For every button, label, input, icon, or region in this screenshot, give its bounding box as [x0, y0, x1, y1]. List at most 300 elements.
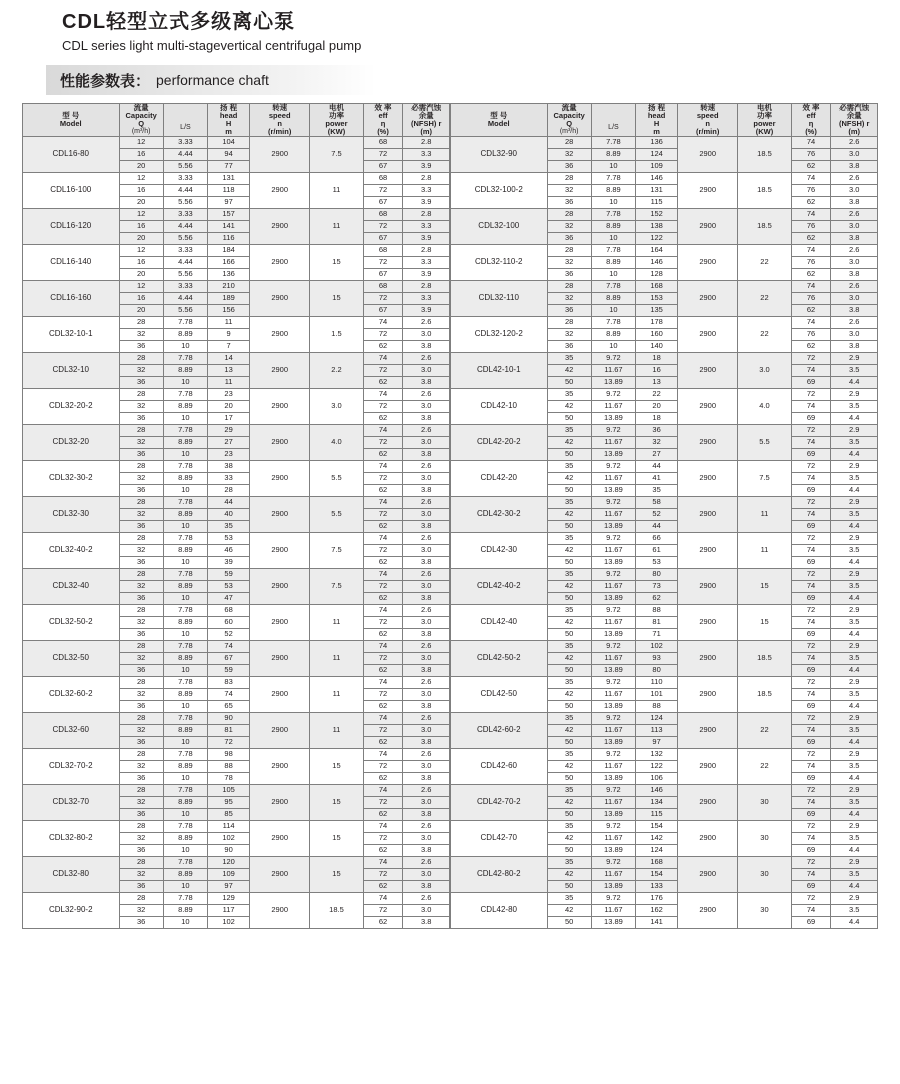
cell-head: 97 [208, 880, 250, 892]
cell-npsh: 2.9 [831, 712, 878, 724]
cell-head: 102 [636, 640, 678, 652]
table-body-right [451, 136, 878, 928]
cell-speed: 2900 [250, 820, 310, 856]
cell-efficiency: 69 [791, 844, 831, 856]
cell-capacity-ls: 10 [163, 736, 207, 748]
cell-model: CDL32-90-2 [23, 892, 120, 928]
cell-efficiency: 69 [791, 412, 831, 424]
cell-capacity-ls: 7.78 [163, 388, 207, 400]
cell-efficiency: 74 [363, 676, 403, 688]
table-row [451, 352, 878, 364]
cell-power: 30 [738, 784, 791, 820]
cell-efficiency: 62 [791, 196, 831, 208]
cell-capacity-ls: 7.78 [163, 568, 207, 580]
cell-head: 16 [636, 364, 678, 376]
cell-npsh: 3.0 [831, 256, 878, 268]
cell-npsh: 3.5 [831, 580, 878, 592]
cell-npsh: 3.8 [403, 592, 450, 604]
cell-npsh: 2.6 [403, 352, 450, 364]
cell-capacity-ls: 13.89 [591, 556, 635, 568]
cell-capacity-m3h: 36 [119, 340, 163, 352]
cell-head: 47 [208, 592, 250, 604]
cell-npsh: 4.4 [831, 736, 878, 748]
cell-capacity-ls: 10 [163, 772, 207, 784]
cell-efficiency: 74 [363, 460, 403, 472]
table-row [451, 856, 878, 868]
cell-capacity-m3h: 35 [547, 604, 591, 616]
cell-capacity-ls: 10 [163, 520, 207, 532]
cell-efficiency: 72 [363, 472, 403, 484]
cell-head: 132 [636, 748, 678, 760]
cell-capacity-ls: 10 [163, 700, 207, 712]
cell-capacity-m3h: 35 [547, 856, 591, 868]
cell-npsh: 2.6 [831, 316, 878, 328]
cell-efficiency: 74 [791, 244, 831, 256]
cell-head: 74 [208, 640, 250, 652]
cell-capacity-m3h: 42 [547, 652, 591, 664]
cell-capacity-m3h: 36 [119, 484, 163, 496]
cell-npsh: 2.9 [831, 676, 878, 688]
cell-capacity-m3h: 12 [119, 244, 163, 256]
cell-efficiency: 67 [363, 160, 403, 172]
cell-efficiency: 62 [363, 664, 403, 676]
cell-speed: 2900 [678, 136, 738, 172]
cell-npsh: 3.0 [403, 328, 450, 340]
cell-npsh: 3.5 [831, 364, 878, 376]
cell-head: 95 [208, 796, 250, 808]
cell-capacity-ls: 11.67 [591, 760, 635, 772]
cell-capacity-ls: 7.78 [163, 856, 207, 868]
cell-capacity-m3h: 36 [119, 700, 163, 712]
cell-npsh: 3.5 [831, 688, 878, 700]
header-row [23, 104, 450, 137]
cell-speed: 2900 [250, 640, 310, 676]
cell-speed: 2900 [250, 892, 310, 928]
cell-speed: 2900 [678, 424, 738, 460]
cell-capacity-ls: 11.67 [591, 796, 635, 808]
cell-efficiency: 72 [363, 544, 403, 556]
cell-power: 4.0 [310, 424, 363, 460]
cell-capacity-ls: 8.89 [591, 148, 635, 160]
cell-npsh: 3.8 [403, 916, 450, 928]
cell-capacity-ls: 10 [163, 556, 207, 568]
cell-head: 52 [208, 628, 250, 640]
cell-capacity-ls: 8.89 [163, 868, 207, 880]
cell-capacity-ls: 7.78 [163, 676, 207, 688]
cell-capacity-ls: 10 [163, 628, 207, 640]
cell-npsh: 3.8 [403, 880, 450, 892]
cell-efficiency: 68 [363, 208, 403, 220]
table-row [451, 316, 878, 328]
cell-capacity-ls: 8.89 [163, 832, 207, 844]
table-row [23, 784, 450, 796]
cell-head: 44 [208, 496, 250, 508]
table-row [451, 748, 878, 760]
cell-speed: 2900 [250, 172, 310, 208]
cell-capacity-m3h: 32 [547, 292, 591, 304]
cell-npsh: 2.8 [403, 208, 450, 220]
cell-capacity-m3h: 12 [119, 136, 163, 148]
cell-capacity-ls: 9.72 [591, 820, 635, 832]
cell-efficiency: 72 [363, 436, 403, 448]
cell-capacity-ls: 9.72 [591, 532, 635, 544]
cell-efficiency: 62 [363, 484, 403, 496]
cell-capacity-ls: 10 [163, 484, 207, 496]
cell-npsh: 2.6 [403, 316, 450, 328]
table-row [451, 388, 878, 400]
cell-model: CDL32-60 [23, 712, 120, 748]
spec-table-left [22, 103, 450, 929]
cell-capacity-ls: 11.67 [591, 400, 635, 412]
cell-capacity-ls: 9.72 [591, 784, 635, 796]
cell-head: 166 [208, 256, 250, 268]
cell-power: 15 [738, 604, 791, 640]
cell-capacity-ls: 7.78 [591, 136, 635, 148]
col-header-npsh: 必需汽蚀 余量 (NFSH) r (m) [403, 104, 450, 137]
cell-head: 32 [636, 436, 678, 448]
cell-efficiency: 62 [363, 772, 403, 784]
cell-head: 74 [208, 688, 250, 700]
cell-head: 35 [208, 520, 250, 532]
cell-speed: 2900 [250, 532, 310, 568]
cell-speed: 2900 [250, 424, 310, 460]
performance-label-en: performance chaft [156, 72, 269, 89]
cell-capacity-ls: 11.67 [591, 724, 635, 736]
cell-capacity-ls: 5.56 [163, 232, 207, 244]
cell-efficiency: 72 [363, 148, 403, 160]
cell-speed: 2900 [250, 352, 310, 388]
cell-speed: 2900 [250, 460, 310, 496]
col-header-model: 型 号 Model [23, 104, 120, 137]
table-row [451, 424, 878, 436]
cell-head: 53 [208, 532, 250, 544]
cell-head: 142 [636, 832, 678, 844]
cell-speed: 2900 [678, 604, 738, 640]
cell-capacity-m3h: 36 [119, 808, 163, 820]
cell-efficiency: 72 [363, 904, 403, 916]
cell-head: 106 [636, 772, 678, 784]
cell-npsh: 3.0 [831, 148, 878, 160]
cell-efficiency: 72 [363, 652, 403, 664]
cell-capacity-m3h: 36 [119, 844, 163, 856]
cell-npsh: 4.4 [831, 880, 878, 892]
cell-capacity-ls: 13.89 [591, 700, 635, 712]
cell-model: CDL32-110 [451, 280, 548, 316]
cell-efficiency: 74 [363, 532, 403, 544]
table-head-left [23, 104, 450, 137]
cell-capacity-m3h: 50 [547, 772, 591, 784]
cell-model: CDL32-90 [451, 136, 548, 172]
cell-efficiency: 74 [791, 472, 831, 484]
cell-capacity-ls: 13.89 [591, 376, 635, 388]
cell-model: CDL32-10 [23, 352, 120, 388]
cell-head: 27 [208, 436, 250, 448]
cell-npsh: 3.8 [403, 736, 450, 748]
cell-power: 7.5 [310, 568, 363, 604]
cell-capacity-ls: 10 [591, 160, 635, 172]
cell-head: 116 [208, 232, 250, 244]
cell-efficiency: 69 [791, 880, 831, 892]
cell-capacity-ls: 13.89 [591, 880, 635, 892]
cell-capacity-ls: 10 [591, 340, 635, 352]
cell-capacity-m3h: 50 [547, 628, 591, 640]
cell-efficiency: 67 [363, 232, 403, 244]
cell-capacity-ls: 7.78 [163, 712, 207, 724]
cell-efficiency: 62 [791, 304, 831, 316]
cell-power: 1.5 [310, 316, 363, 352]
cell-capacity-ls: 10 [591, 268, 635, 280]
cell-capacity-ls: 8.89 [163, 328, 207, 340]
cell-speed: 2900 [678, 208, 738, 244]
cell-model: CDL32-70 [23, 784, 120, 820]
cell-capacity-ls: 7.78 [591, 172, 635, 184]
cell-head: 101 [636, 688, 678, 700]
cell-npsh: 3.9 [403, 196, 450, 208]
cell-speed: 2900 [250, 604, 310, 640]
cell-capacity-m3h: 36 [119, 556, 163, 568]
cell-capacity-ls: 3.33 [163, 280, 207, 292]
cell-power: 30 [738, 892, 791, 928]
cell-model: CDL32-40-2 [23, 532, 120, 568]
cell-capacity-ls: 7.78 [163, 532, 207, 544]
cell-head: 88 [208, 760, 250, 772]
cell-capacity-m3h: 42 [547, 544, 591, 556]
cell-power: 15 [738, 568, 791, 604]
cell-capacity-m3h: 50 [547, 448, 591, 460]
cell-npsh: 4.4 [831, 592, 878, 604]
table-row [23, 388, 450, 400]
cell-power: 15 [310, 784, 363, 820]
cell-speed: 2900 [678, 820, 738, 856]
cell-power: 11 [310, 676, 363, 712]
cell-efficiency: 76 [791, 148, 831, 160]
cell-model: CDL32-20 [23, 424, 120, 460]
cell-head: 122 [636, 760, 678, 772]
cell-model: CDL42-10-1 [451, 352, 548, 388]
cell-npsh: 3.0 [403, 616, 450, 628]
cell-capacity-m3h: 50 [547, 736, 591, 748]
cell-efficiency: 72 [791, 856, 831, 868]
cell-capacity-m3h: 36 [547, 340, 591, 352]
cell-npsh: 3.9 [403, 268, 450, 280]
cell-head: 128 [636, 268, 678, 280]
cell-npsh: 2.8 [403, 244, 450, 256]
cell-npsh: 3.5 [831, 544, 878, 556]
cell-npsh: 2.9 [831, 352, 878, 364]
cell-model: CDL32-40 [23, 568, 120, 604]
cell-npsh: 2.8 [403, 136, 450, 148]
col-header-capacity-m3h: 流量Capacity Q (m³/h) [547, 104, 591, 137]
cell-npsh: 3.8 [831, 232, 878, 244]
cell-head: 97 [636, 736, 678, 748]
cell-npsh: 2.6 [831, 244, 878, 256]
cell-npsh: 3.9 [403, 160, 450, 172]
table-row [23, 640, 450, 652]
cell-capacity-m3h: 50 [547, 484, 591, 496]
cell-power: 3.0 [738, 352, 791, 388]
cell-capacity-ls: 7.78 [163, 424, 207, 436]
cell-capacity-ls: 9.72 [591, 676, 635, 688]
cell-capacity-ls: 11.67 [591, 508, 635, 520]
cell-speed: 2900 [678, 532, 738, 568]
cell-capacity-m3h: 42 [547, 760, 591, 772]
cell-head: 134 [636, 796, 678, 808]
cell-capacity-m3h: 35 [547, 712, 591, 724]
col-header-capacity-ls: L/S [163, 104, 207, 137]
cell-efficiency: 72 [791, 604, 831, 616]
cell-head: 133 [636, 880, 678, 892]
cell-npsh: 2.8 [403, 280, 450, 292]
cell-model: CDL32-60-2 [23, 676, 120, 712]
cell-capacity-ls: 13.89 [591, 628, 635, 640]
cell-head: 23 [208, 448, 250, 460]
cell-npsh: 2.6 [403, 892, 450, 904]
cell-capacity-m3h: 28 [547, 316, 591, 328]
cell-npsh: 3.5 [831, 868, 878, 880]
cell-efficiency: 72 [791, 532, 831, 544]
cell-npsh: 3.5 [831, 904, 878, 916]
cell-capacity-ls: 9.72 [591, 424, 635, 436]
cell-power: 30 [738, 820, 791, 856]
cell-efficiency: 68 [363, 172, 403, 184]
cell-efficiency: 72 [363, 400, 403, 412]
table-row [451, 244, 878, 256]
cell-capacity-m3h: 36 [119, 520, 163, 532]
cell-npsh: 2.9 [831, 604, 878, 616]
cell-head: 78 [208, 772, 250, 784]
cell-power: 22 [738, 712, 791, 748]
cell-capacity-ls: 7.78 [163, 892, 207, 904]
cell-efficiency: 74 [363, 604, 403, 616]
cell-model: CDL42-80 [451, 892, 548, 928]
cell-efficiency: 76 [791, 328, 831, 340]
cell-model: CDL42-70 [451, 820, 548, 856]
cell-capacity-m3h: 35 [547, 460, 591, 472]
cell-npsh: 3.8 [403, 340, 450, 352]
cell-capacity-ls: 4.44 [163, 220, 207, 232]
cell-efficiency: 74 [363, 640, 403, 652]
cell-head: 81 [208, 724, 250, 736]
cell-capacity-ls: 4.44 [163, 184, 207, 196]
cell-capacity-m3h: 50 [547, 556, 591, 568]
cell-capacity-ls: 11.67 [591, 868, 635, 880]
cell-capacity-ls: 10 [591, 232, 635, 244]
cell-npsh: 4.4 [831, 448, 878, 460]
cell-npsh: 3.3 [403, 148, 450, 160]
cell-capacity-m3h: 36 [547, 196, 591, 208]
cell-power: 18.5 [738, 136, 791, 172]
cell-head: 83 [208, 676, 250, 688]
cell-npsh: 2.6 [403, 856, 450, 868]
cell-head: 162 [636, 904, 678, 916]
cell-capacity-m3h: 28 [119, 820, 163, 832]
cell-capacity-m3h: 32 [119, 364, 163, 376]
cell-efficiency: 62 [363, 340, 403, 352]
cell-capacity-m3h: 36 [119, 772, 163, 784]
cell-efficiency: 72 [791, 460, 831, 472]
cell-npsh: 2.6 [403, 460, 450, 472]
cell-head: 18 [636, 412, 678, 424]
cell-npsh: 2.9 [831, 388, 878, 400]
cell-capacity-ls: 9.72 [591, 460, 635, 472]
cell-capacity-ls: 9.72 [591, 604, 635, 616]
cell-power: 11 [310, 712, 363, 748]
cell-capacity-ls: 13.89 [591, 736, 635, 748]
cell-capacity-m3h: 50 [547, 700, 591, 712]
cell-efficiency: 72 [363, 292, 403, 304]
cell-capacity-m3h: 28 [547, 280, 591, 292]
cell-head: 168 [636, 856, 678, 868]
table-row [23, 316, 450, 328]
cell-efficiency: 69 [791, 916, 831, 928]
cell-capacity-ls: 13.89 [591, 664, 635, 676]
table-row [23, 460, 450, 472]
cell-npsh: 2.6 [831, 172, 878, 184]
cell-capacity-m3h: 32 [119, 328, 163, 340]
cell-head: 67 [208, 652, 250, 664]
cell-capacity-ls: 11.67 [591, 904, 635, 916]
table-row [451, 640, 878, 652]
cell-capacity-ls: 11.67 [591, 832, 635, 844]
table-row [451, 676, 878, 688]
cell-head: 60 [208, 616, 250, 628]
cell-head: 39 [208, 556, 250, 568]
cell-efficiency: 72 [363, 616, 403, 628]
cell-npsh: 3.0 [403, 796, 450, 808]
cell-capacity-ls: 10 [163, 916, 207, 928]
cell-capacity-m3h: 35 [547, 352, 591, 364]
cell-capacity-m3h: 20 [119, 304, 163, 316]
cell-head: 118 [208, 184, 250, 196]
cell-capacity-m3h: 32 [119, 616, 163, 628]
cell-npsh: 3.8 [831, 196, 878, 208]
cell-npsh: 3.3 [403, 220, 450, 232]
cell-efficiency: 72 [363, 256, 403, 268]
cell-capacity-m3h: 35 [547, 424, 591, 436]
table-row [451, 460, 878, 472]
cell-capacity-ls: 9.72 [591, 712, 635, 724]
cell-head: 27 [636, 448, 678, 460]
cell-capacity-m3h: 32 [119, 904, 163, 916]
cell-efficiency: 72 [791, 820, 831, 832]
cell-head: 109 [208, 868, 250, 880]
cell-head: 41 [636, 472, 678, 484]
col-header-capacity-m3h: 流量Capacity Q (m³/h) [119, 104, 163, 137]
cell-capacity-ls: 8.89 [163, 364, 207, 376]
cell-head: 29 [208, 424, 250, 436]
cell-power: 11 [738, 532, 791, 568]
cell-head: 117 [208, 904, 250, 916]
cell-head: 124 [636, 148, 678, 160]
cell-efficiency: 74 [363, 496, 403, 508]
cell-speed: 2900 [678, 568, 738, 604]
cell-efficiency: 74 [363, 316, 403, 328]
table-row [23, 676, 450, 688]
cell-capacity-ls: 4.44 [163, 148, 207, 160]
cell-efficiency: 62 [363, 520, 403, 532]
cell-model: CDL42-30 [451, 532, 548, 568]
cell-capacity-m3h: 28 [119, 568, 163, 580]
cell-head: 122 [636, 232, 678, 244]
cell-power: 18.5 [738, 676, 791, 712]
cell-capacity-ls: 10 [163, 808, 207, 820]
cell-capacity-ls: 3.33 [163, 208, 207, 220]
cell-speed: 2900 [678, 388, 738, 424]
cell-power: 18.5 [310, 892, 363, 928]
cell-head: 178 [636, 316, 678, 328]
cell-capacity-ls: 13.89 [591, 484, 635, 496]
cell-capacity-ls: 8.89 [591, 328, 635, 340]
